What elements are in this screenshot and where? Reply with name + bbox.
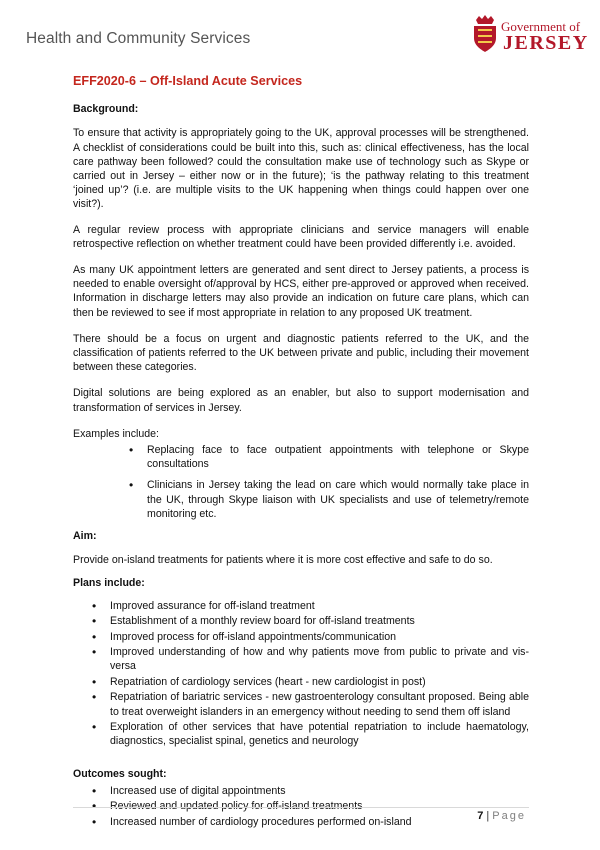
- background-paragraph: A regular review process with appropriate clinicians and service managers will enable retrospective reflection on whether treatment could have been provided differently i.e. avoided.: [73, 223, 529, 250]
- list-item: • Replacing face to face outpatient appointments with telephone or Skype consultations: [129, 443, 529, 471]
- logo-text-jersey: JERSEY: [503, 32, 589, 54]
- list-item: • Establishment of a monthly review board for off-island treatments: [92, 614, 529, 628]
- page-number: 7: [477, 810, 484, 822]
- page-footer: [477, 810, 526, 822]
- page-separator: |: [486, 810, 490, 822]
- document-title: EFF2020-6 – Off-Island Acute Services: [73, 74, 303, 88]
- aim-heading: Aim:: [73, 530, 97, 543]
- background-paragraph: As many UK appointment letters are generated and sent direct to Jersey patients, a process is needed to enable oversight of/approval by HCS, either pre-approved or approved when received. Information in discharge letters may also provide an indication on future care plans, which can then be reviewed to see if most appropriate in relation to any proposed UK treatment.: [73, 264, 529, 319]
- examples-label: Examples include:: [73, 427, 159, 440]
- plans-heading: Plans include:: [73, 577, 145, 590]
- header-title: Health and Community Services: [26, 30, 251, 47]
- list-item: • Clinicians in Jersey taking the lead on care which would normally take place in the UK, through Skype liaison with UK specialists and use of telemetry/remote monitoring etc.: [129, 478, 529, 521]
- background-heading: Background:: [73, 103, 139, 116]
- background-paragraph: There should be a focus on urgent and diagnostic patients referred to the UK, and the classification of patients referred to the UK between private and public, including their movement between these categories.: [73, 332, 529, 374]
- list-item: • Exploration of other services that have potential repatriation to include haematology, diagnostics, specialist spinal, genetics and neurology: [92, 720, 529, 748]
- background-paragraph: To ensure that activity is appropriately going to the UK, approval processes will be strengthened. A checklist of considerations could be built into this, such as: clinical effectiveness, has the local care pathway been followed? could the consultation make use of technology such as Skype or carried out in Jersey – either now or in the future); ‘is the pathway relating to this treatment ‘joined up’? (i.e. are multiple visits to the UK happening when things could happen over one visit?).: [73, 127, 529, 211]
- government-of-jersey-logo: [470, 14, 588, 56]
- page-label: Page: [492, 810, 526, 822]
- list-item: • Increased use of digital appointments: [92, 784, 529, 798]
- outcomes-heading: Outcomes sought:: [73, 767, 167, 780]
- list-item: • Repatriation of cardiology services (heart - new cardiologist in post): [92, 675, 529, 689]
- list-item: • Repatriation of bariatric services - new gastroenterology consultant proposed. Being able to treat overweight islanders in an emergency without needing to send them off island: [92, 690, 529, 718]
- list-item: • Increased number of cardiology procedures performed on-island: [92, 815, 529, 829]
- examples-list: [129, 443, 529, 521]
- aim-text: Provide on-island treatments for patients where it is more cost effective and safe to do so.: [73, 554, 493, 567]
- list-item: • Improved assurance for off-island treatment: [92, 599, 529, 613]
- list-item: • Improved understanding of how and why patients move from public to private and vis-versa: [92, 645, 529, 673]
- document-body: [73, 70, 529, 839]
- plans-list: [92, 599, 529, 749]
- logo-text-government-of: Government of: [501, 19, 581, 34]
- list-item: • Reviewed and updated policy for off-island treatments: [92, 799, 529, 813]
- footer-divider: [73, 807, 529, 808]
- jersey-crest-icon: [470, 14, 500, 54]
- list-item: • Improved process for off-island appointments/communication: [92, 630, 529, 644]
- background-paragraph: Digital solutions are being explored as an enabler, but also to support modernisation and transformation of services in Jersey.: [73, 387, 529, 414]
